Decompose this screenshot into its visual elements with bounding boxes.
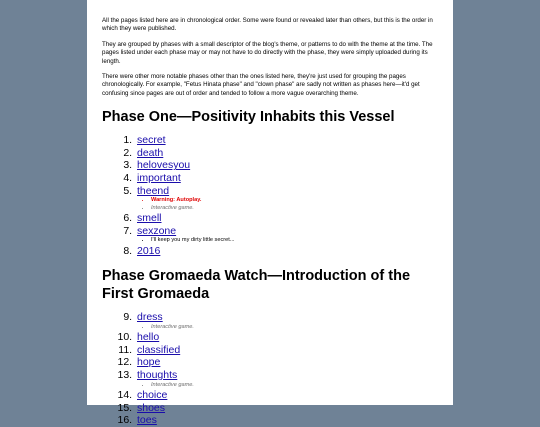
page-link-smell[interactable]: smell [137,212,162,225]
list-item [135,225,438,245]
page-link-sexzone[interactable]: sexzone [137,224,177,237]
page-notes [137,197,438,212]
page-link-theend[interactable]: theend [137,184,170,197]
list-item [135,356,438,369]
page-note: • I'll keep you my dirty little secret... [151,237,438,244]
page-notes [137,382,438,389]
page-panel [87,0,453,427]
page-link-helovesyou[interactable]: helovesyou [137,159,191,172]
page-notes [137,237,438,244]
page-content [87,0,453,427]
list-item [135,311,438,331]
list-item [135,402,438,415]
page-link-secret[interactable]: secret [137,134,166,147]
list-item [135,331,438,344]
page-notes [137,324,438,331]
page-link-hello[interactable]: hello [137,331,160,344]
phase-heading: Phase Gromaeda Watch—Introduction of the First Gromaeda [102,268,411,303]
list-item [135,159,438,172]
list-item [135,344,438,357]
list-item [135,414,438,427]
page-link-toes[interactable]: toes [137,414,157,427]
page-link-thoughts[interactable]: thoughts [137,369,178,381]
intro-paragraph-2: They are grouped by phases with a small descriptor of the blog's theme, or patterns to do with the theme at the time. The pages listed under each phase may or may not have to do directly with the phase, they were simply uploaded during its length. [102,40,433,65]
intro-paragraph-1: All the pages listed here are in chronological order. Some were found or revealed later than others, but this is the order in which they were published. [102,17,433,33]
page-link-2016[interactable]: 2016 [137,244,161,257]
page-link-important[interactable]: important [137,172,181,185]
page-note: • Interactive game. [151,205,438,212]
page-note: • Warning: Autoplay. [151,197,438,204]
list-item [135,245,438,258]
phase-heading: Phase One—Positivity Inhabits this Vessel [102,109,395,126]
list-item [135,212,438,225]
list-item [135,369,438,389]
page-list [102,134,438,257]
page-link-shoes[interactable]: shoes [137,401,166,414]
page-note: • Interactive game. [151,382,438,389]
phases-container [102,108,438,427]
page-link-classified[interactable]: classified [137,343,181,356]
page-note: • Interactive game. [151,324,438,331]
list-item [135,389,438,402]
page-link-death[interactable]: death [137,146,164,159]
list-item [135,147,438,160]
intro-paragraph-3: There were other more notable phases other than the ones listed here, they're just used for grouping the pages chronologically. For example, "Fetus Hinata phase" and "clown phase" are sadly not written as phases here—it'd get confusing since pages are out of order and tended to follow a more vague overarching theme. [102,73,420,97]
list-item [135,172,438,185]
page-link-hope[interactable]: hope [137,356,161,369]
page-link-choice[interactable]: choice [137,389,168,401]
page-link-dress[interactable]: dress [137,311,163,324]
page-list [102,311,438,427]
list-item [135,134,438,147]
list-item [135,185,438,212]
